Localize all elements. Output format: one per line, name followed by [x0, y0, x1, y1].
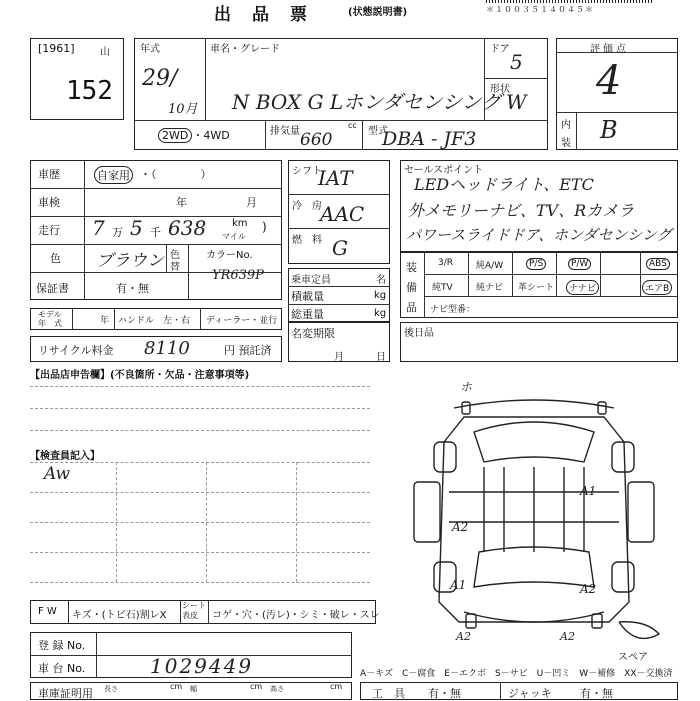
- inspector-label: 【検査員記入】: [30, 451, 100, 462]
- barcode: [486, 0, 652, 3]
- diagram-mark-5: A2: [456, 630, 471, 643]
- fuel-value: G: [332, 236, 348, 260]
- history-rest: ・（ ）: [140, 168, 212, 181]
- diagram-mark-0: ホ: [460, 380, 473, 394]
- equip-aw: 純A/W: [476, 261, 504, 271]
- model-label: 車名・グレード: [210, 44, 280, 55]
- type-label: 型式: [368, 126, 388, 137]
- doors-label: ドア: [490, 44, 510, 55]
- model-year-dealer: ディーラー・並行: [206, 316, 278, 326]
- expiry-day: 日: [376, 352, 386, 363]
- expiry-label: 名変期限: [291, 327, 335, 340]
- displacement-unit: cc: [348, 121, 357, 130]
- aircon-value: AAC: [320, 202, 365, 226]
- seat-items: コゲ・穴・(汚レ)・シミ・破レ・スレ: [212, 610, 380, 621]
- interior-value: B: [600, 116, 618, 144]
- model-value: N BOX G Lホンダセンシング: [232, 90, 501, 114]
- inspection-year: 年: [176, 196, 187, 209]
- cert-height-unit: cm: [330, 682, 343, 691]
- sales-point-line-1: 外メモリーナビ、TV、Rカメラ: [408, 201, 635, 220]
- year-label: 年式: [140, 44, 160, 55]
- color-value: ブラウン: [96, 251, 164, 271]
- year-value: 29/: [142, 66, 178, 91]
- model-year-label-1: モデル: [38, 310, 62, 319]
- chassis-label: 車 台 No.: [38, 662, 86, 675]
- equip-airbag: エアB: [642, 280, 672, 295]
- diagram-mark-1: A1: [580, 484, 597, 498]
- after-install-label: 後日品: [404, 328, 434, 339]
- cert-height: 高さ: [270, 685, 284, 693]
- lot-code-suffix: 山: [100, 47, 110, 58]
- lot-code: [1961]: [38, 42, 75, 55]
- interior-label-2: 装: [561, 138, 571, 149]
- inspection-label: 車検: [38, 196, 60, 209]
- car-diagram: [404, 372, 664, 672]
- form-title: 出 品 票: [214, 5, 309, 25]
- history-private: 自家用: [94, 166, 133, 184]
- sales-point-line-2: パワースライドドア、ホンダセンシング: [406, 226, 672, 244]
- aircon-label: 冷 房: [292, 201, 322, 212]
- drive-4wd: 4WD: [203, 129, 230, 142]
- equip-leather: 革シート: [518, 283, 555, 293]
- equip-navi: 純ナビ: [476, 283, 504, 293]
- displacement-value: 660: [300, 130, 333, 150]
- barcode-text: ＊１００３５１４０４５＊: [486, 5, 594, 14]
- doors-value: 5: [510, 50, 523, 74]
- model-year-label-2: 年 式: [38, 319, 62, 328]
- mileage-rest: 638: [168, 216, 207, 240]
- capacity-unit-2: kg: [374, 308, 387, 319]
- recycle-unit: 円 預託済: [224, 344, 272, 357]
- interior-label-1: 内: [561, 120, 571, 131]
- equip-abs: ABS: [646, 258, 670, 270]
- drive-2wd: 2WD: [158, 128, 192, 143]
- score-label: 評価点: [590, 44, 629, 55]
- cert-width-unit: cm: [250, 682, 263, 691]
- mileage-man: 7: [92, 216, 105, 240]
- after-install-box: [400, 322, 678, 362]
- cert-label: 車庫証明用: [38, 687, 93, 700]
- cert-length: 長さ: [104, 685, 118, 693]
- equipment-label: 装備品: [406, 261, 417, 314]
- equip-tv: 純TV: [432, 283, 453, 293]
- color-label: 色: [50, 252, 61, 265]
- inspector-value: Aw: [44, 464, 71, 484]
- fw-items: キズ・(トビ石)割レX: [72, 610, 167, 621]
- capacity-unit-1: kg: [374, 290, 387, 301]
- history-label: 車歴: [38, 168, 60, 181]
- tools-label: 工 具: [372, 687, 405, 700]
- displacement-label: 排気量: [270, 126, 300, 137]
- shift-label: シフト: [292, 166, 322, 177]
- registration-label: 登 録 No.: [38, 639, 86, 652]
- model-year-handle: ハンドル 左・右: [118, 316, 191, 326]
- shape-value: W: [506, 90, 527, 114]
- expiry-month: 月: [334, 352, 344, 363]
- recycle-value: 8110: [144, 338, 190, 359]
- sales-point-line-0: LEDヘッドライト、ETC: [414, 175, 594, 194]
- equip-navi2: ナナビ: [566, 280, 599, 295]
- warranty-value: 有・無: [116, 282, 149, 295]
- mileage-unit-km: km: [232, 218, 248, 229]
- recycle-label: リサイクル料金: [38, 344, 114, 357]
- mileage-label: 走行: [38, 224, 60, 237]
- capacity-label-1: 積載量: [291, 290, 324, 303]
- color-code-value: YR639P: [212, 268, 264, 283]
- damage-legend: A－キズ C－腐食 E－エクボ S－サビ U－凹ミ W－補修 XX－交換済: [360, 669, 673, 679]
- mileage-man-unit: 万: [112, 226, 123, 239]
- equip-navi-model: ナビ型番：: [430, 305, 476, 315]
- equip-3r: 3/R: [438, 258, 454, 268]
- drive-type: 2WD ・4WD: [158, 127, 230, 143]
- mileage-sen: 5: [130, 216, 143, 240]
- color-change-label-1: 色: [170, 250, 180, 261]
- cert-length-unit: cm: [170, 682, 183, 691]
- jack-label: ジャッキ: [508, 687, 552, 700]
- cert-width: 幅: [190, 685, 197, 693]
- month-value: 10月: [168, 102, 198, 117]
- color-change-label-2: 替: [170, 262, 180, 273]
- sales-points-label: セールスポイント: [404, 165, 484, 176]
- shift-value: IAT: [318, 166, 353, 190]
- fw-label: F W: [38, 606, 57, 617]
- warranty-label: 保証書: [36, 282, 69, 295]
- lot-number: 152: [66, 76, 113, 106]
- capacity-label-0: 乗車定員: [291, 275, 331, 286]
- color-code-label: カラーNo.: [206, 250, 253, 261]
- fuel-label: 燃 料: [292, 235, 322, 246]
- type-value: DBA - JF3: [382, 128, 477, 150]
- mileage-sen-unit: 千: [150, 226, 161, 239]
- diagram-mark-3: A1: [450, 578, 467, 592]
- jack-value: 有・無: [580, 687, 613, 700]
- form-subtitle: (状態説明書): [348, 7, 408, 18]
- equip-ps: P/S: [526, 258, 546, 270]
- model-year-year: 年: [100, 316, 110, 326]
- capacity-unit-0: 名: [376, 275, 386, 286]
- diagram-mark-4: A2: [580, 582, 597, 596]
- diagram-mark-2: A2: [452, 520, 469, 534]
- chassis-value: 1029449: [150, 654, 254, 678]
- diagram-spare-label: スペア: [618, 652, 648, 663]
- inspection-month: 月: [246, 196, 257, 209]
- shape-label: 形状: [490, 84, 510, 95]
- score-value: 4: [596, 58, 622, 104]
- capacity-label-2: 総重量: [291, 308, 324, 321]
- seat-label: シート表皮: [182, 601, 206, 620]
- equip-pw: P/W: [568, 258, 591, 270]
- diagram-mark-6: A2: [560, 630, 575, 643]
- mileage-unit-mile: マイル: [222, 232, 246, 241]
- seller-notes-label: 【出品店申告欄】(不良箇所・欠品・注意事項等): [30, 370, 250, 381]
- tools-value: 有・無: [428, 687, 461, 700]
